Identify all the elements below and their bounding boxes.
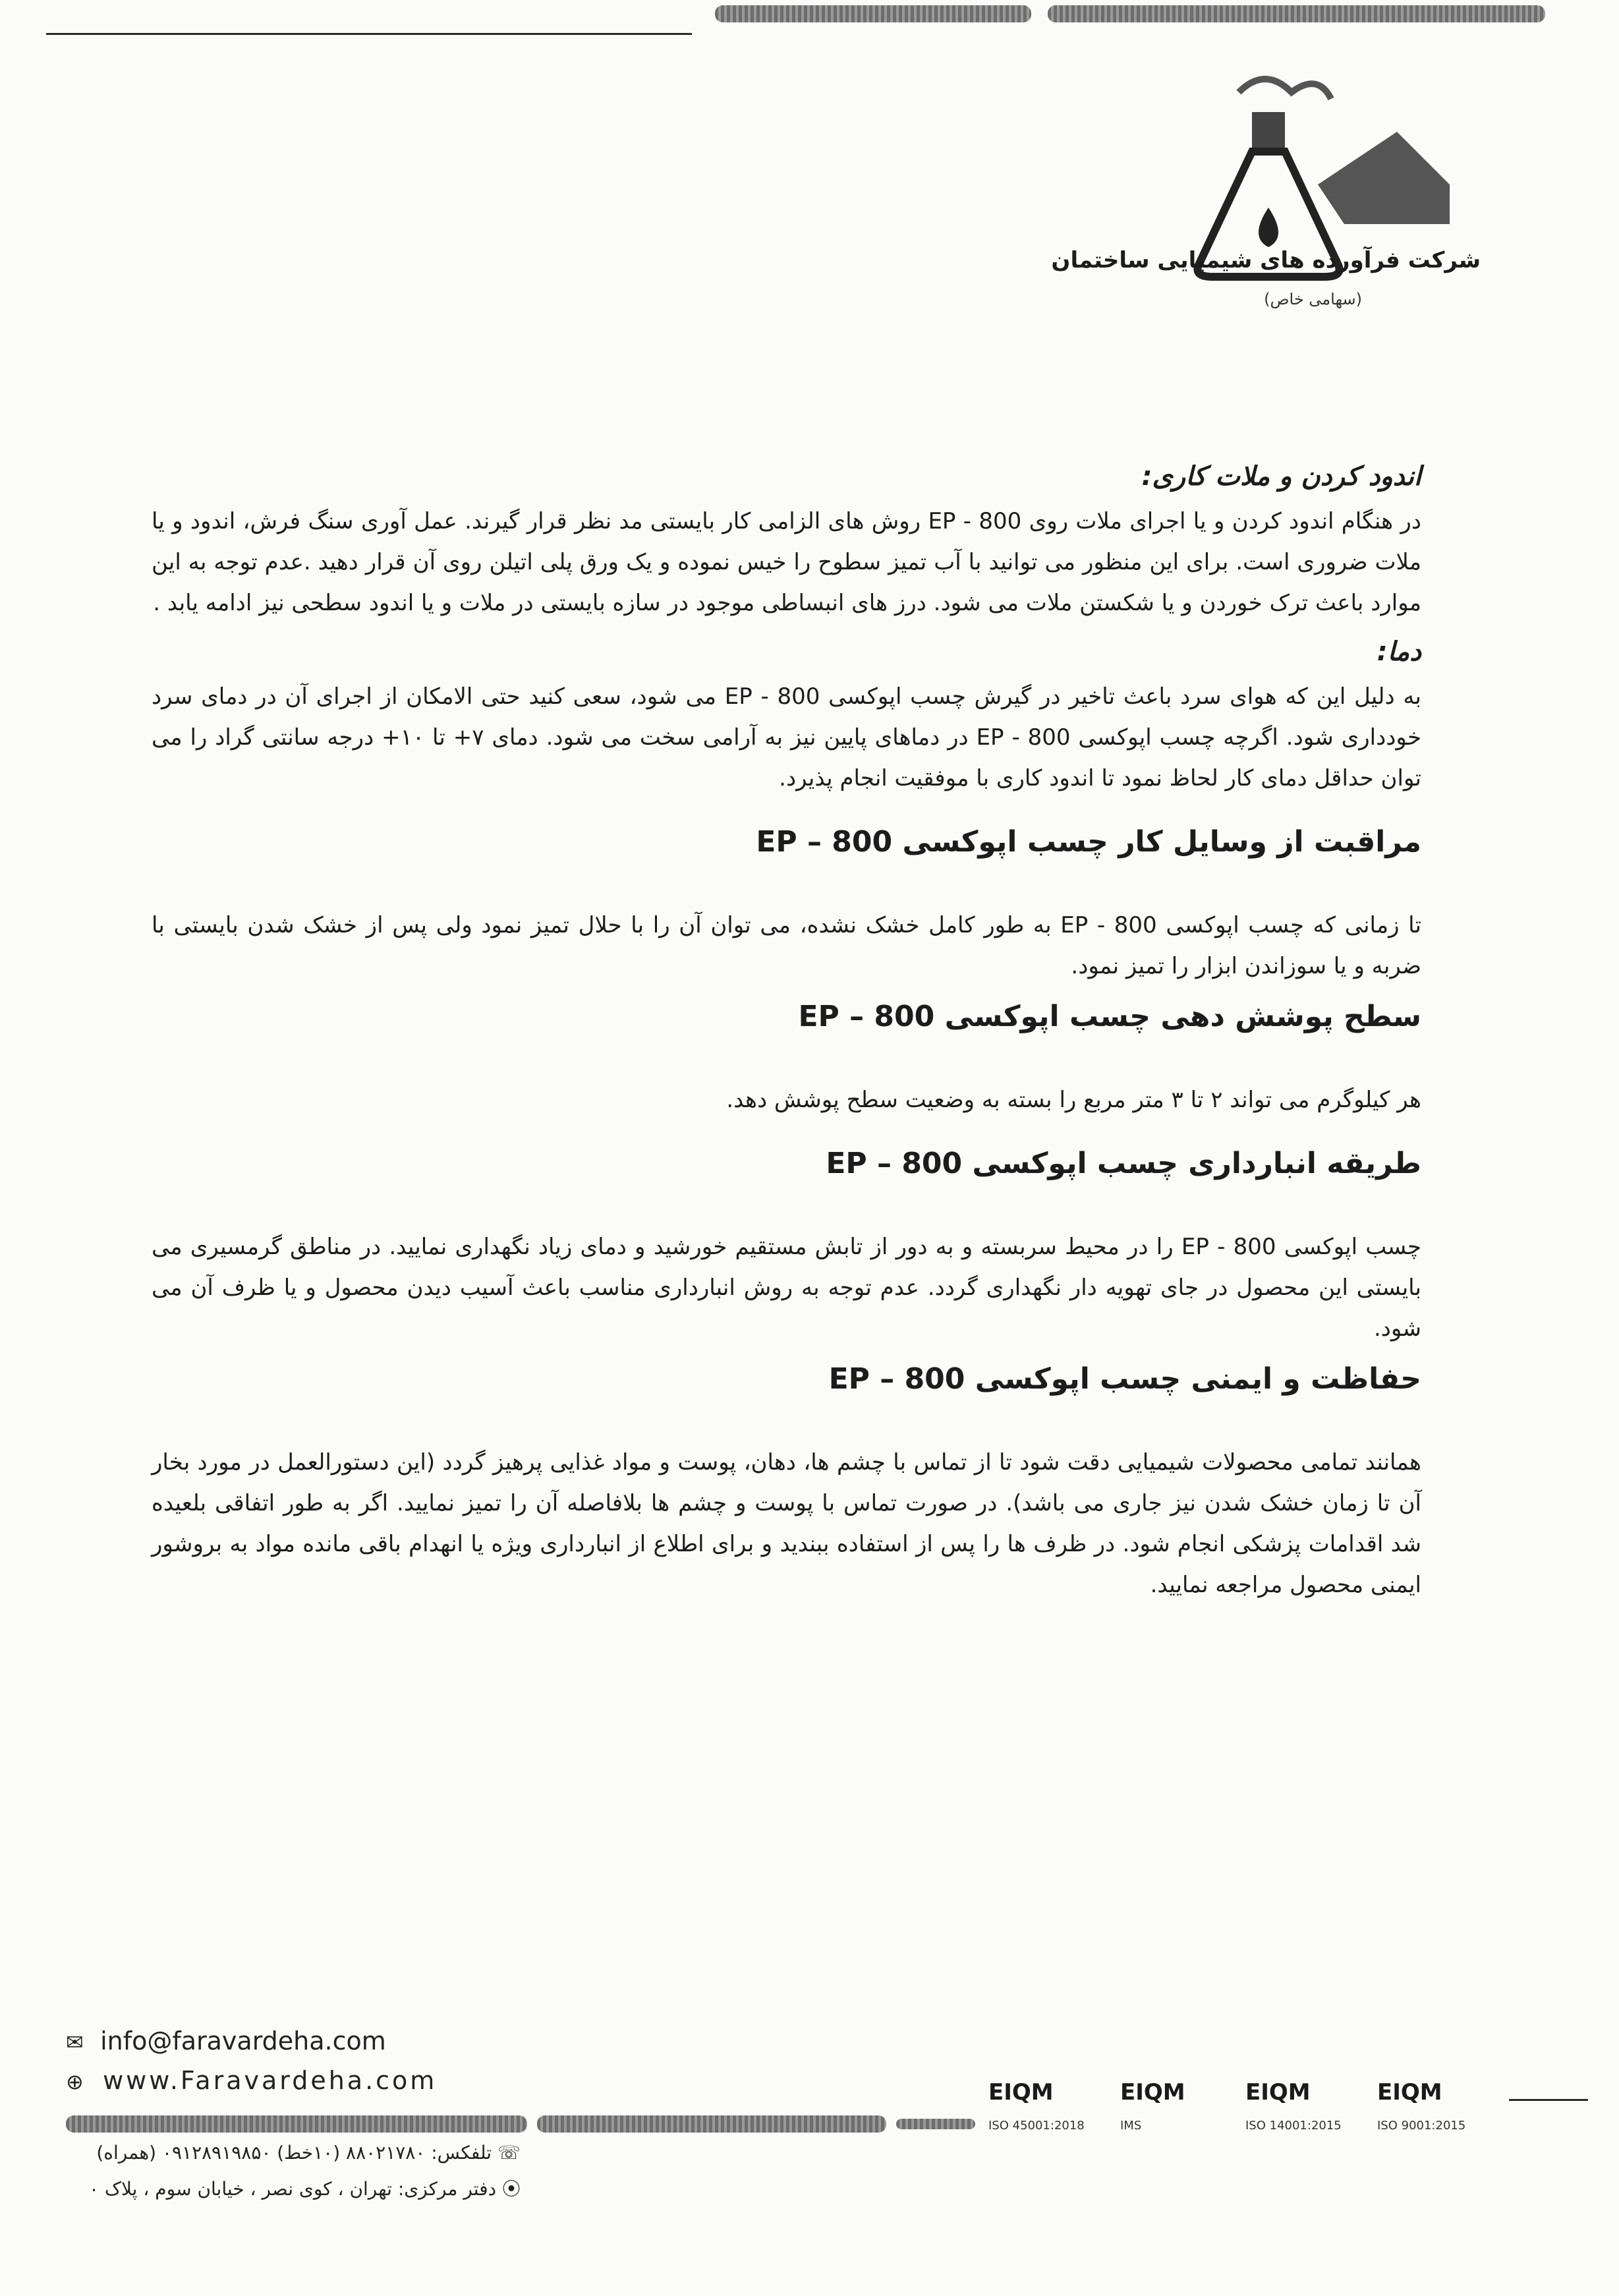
- section-title: دما:: [1377, 637, 1421, 667]
- cert-badge: [1377, 2079, 1483, 2138]
- footer-email: [66, 2026, 386, 2055]
- section-title: مراقبت از وسایل کار چسب اپوکسی EP – 800: [756, 825, 1421, 859]
- section-coverage: [152, 1000, 1421, 1120]
- mail-icon: ✉: [66, 2030, 84, 2055]
- cert-mark: EIQM: [1377, 2079, 1442, 2106]
- cert-badge: [1120, 2079, 1226, 2138]
- cert-mark: EIQM: [1120, 2079, 1185, 2106]
- cert-standard: ISO 45001:2018: [988, 2119, 1085, 2133]
- section-text: تا زمانی که چسب اپوکسی EP - 800 به طور کامل خشک نشده، می توان آن را با حلال تمیز نمود ولی پس از خشک شدن بایستی با ضربه و یا سوزاندن ابزار را تمیز نمود.: [152, 912, 1421, 979]
- section-title: اندود کردن و ملات کاری:: [1141, 461, 1421, 492]
- section-title: حفاظت و ایمنی چسب اپوکسی EP – 800: [828, 1362, 1421, 1396]
- cert-mark: EIQM: [988, 2079, 1054, 2106]
- footer-website: [66, 2066, 437, 2095]
- section-storage: [152, 1147, 1421, 1349]
- cert-standard: ISO 9001:2015: [1377, 2119, 1466, 2133]
- company-logo: [1173, 53, 1450, 330]
- footer-bar-mid: [537, 2115, 886, 2133]
- company-type: (سهامی خاص): [1264, 290, 1362, 308]
- email-text: info@faravardeha.com: [100, 2026, 386, 2055]
- section-text: چسب اپوکسی EP - 800 را در محیط سربسته و به دور از تابش مستقیم خورشید و دمای زیاد نگهداری نمایید. در مناطق گرمسیری می بایستی این محصول در جای تهویه دار نگهداری گردد. عدم توجه به روش انبارداری مناسب باعث آسیب دیدن محصول و یا ظرف آن می شود.: [152, 1234, 1421, 1342]
- phone-text: تلفکس: ۸۸۰۲۱۷۸۰ (۱۰خط) ۰۹۱۲۸۹۱۹۸۵۰ (همراه): [96, 2142, 492, 2164]
- section-text: هر کیلوگرم می تواند ۲ تا ۳ متر مربع را بسته به وضعیت سطح پوشش دهد.: [726, 1087, 1421, 1113]
- cert-badge: [988, 2079, 1094, 2138]
- footer-bar-left: [66, 2115, 527, 2133]
- footer-address: [59, 2175, 521, 2201]
- footer-bar-right: [896, 2119, 975, 2129]
- footer-rule: [1509, 2099, 1588, 2101]
- section-title: سطح پوشش دهی چسب اپوکسی EP – 800: [798, 1000, 1421, 1033]
- certification-badges: [988, 2079, 1502, 2138]
- address-text: دفتر مرکزی: تهران ، کوی نصر ، خیابان سوم ، پلاک ۰: [88, 2178, 497, 2200]
- section-text: در هنگام اندود کردن و یا اجرای ملات روی EP - 800 روش های الزامی کار بایستی مد نظر قرار گیرند. عمل آوری سنگ فرش، اندود و یا ملات ضروری است. برای این منظور می توانید با آب تمیز سطوح را خیس نموده و یک ورق پلی اتیلن روی آن قرار دهید .عدم توجه به این موارد باعث ترک خوردن و یا شکستن ملات می شود. درز های انبساطی موجود در سازه بایستی در ملات و یا اندود سطحی نیز ادامه یابد .: [152, 508, 1421, 616]
- cert-mark: EIQM: [1245, 2079, 1311, 2106]
- section-title: طریقه انبارداری چسب اپوکسی EP – 800: [826, 1147, 1421, 1180]
- section-plastering: [152, 461, 1421, 623]
- header-rule: [46, 33, 692, 35]
- section-text: به دلیل این که هوای سرد باعث تاخیر در گیرش چسب اپوکسی EP - 800 می شود، سعی کنید حتی الامکان از اجرای آن در دمای سرد خودداری شود. اگرچه چسب اپوکسی EP - 800 در دماهای پایین نیز به آرامی سخت می شود. دمای ۷+ تا ۱۰+ درجه سانتی گراد را می توان حداقل دمای کار لحاظ نمود تا اندود کاری با موفقیت انجام پذیرد.: [152, 683, 1422, 791]
- website-text: www.Faravardeha.com: [103, 2066, 438, 2095]
- phone-icon: ☏: [497, 2142, 521, 2164]
- location-icon: ⦿: [501, 2178, 521, 2200]
- cert-badge: [1245, 2079, 1351, 2138]
- cert-standard: IMS: [1120, 2119, 1142, 2133]
- document-body: [152, 461, 1421, 1605]
- footer-phone: [59, 2142, 521, 2164]
- section-text: همانند تمامی محصولات شیمیایی دقت شود تا از تماس با چشم ها، دهان، پوست و مواد غذایی پرهیز گردد (این دستورالعمل در مورد بخار آن تا زمان خشک شدن نیز جاری می باشد). در صورت تماس با پوست و چشم ها بلافاصله آن را تمیز نمایید. اگر به طور اتفاقی بلعیده شد اقدامات پزشکی انجام شود. در ظرف ها را پس از استفاده ببندید و برای اطلاع از انبارداری ویژه یا انهدام باقی مانده مواد به بروشور ایمنی محصول مراجعه نمایید.: [152, 1449, 1421, 1598]
- section-temperature: [152, 637, 1421, 799]
- company-name: شرکت فرآورده های شیمیایی ساختمان: [1051, 247, 1481, 273]
- section-tool-care: [152, 825, 1421, 987]
- header-bar-right: [1048, 5, 1545, 22]
- globe-icon: ⊕: [66, 2069, 86, 2094]
- section-safety: [152, 1362, 1421, 1605]
- header-bar-left: [715, 5, 1031, 22]
- cert-standard: ISO 14001:2015: [1245, 2119, 1342, 2133]
